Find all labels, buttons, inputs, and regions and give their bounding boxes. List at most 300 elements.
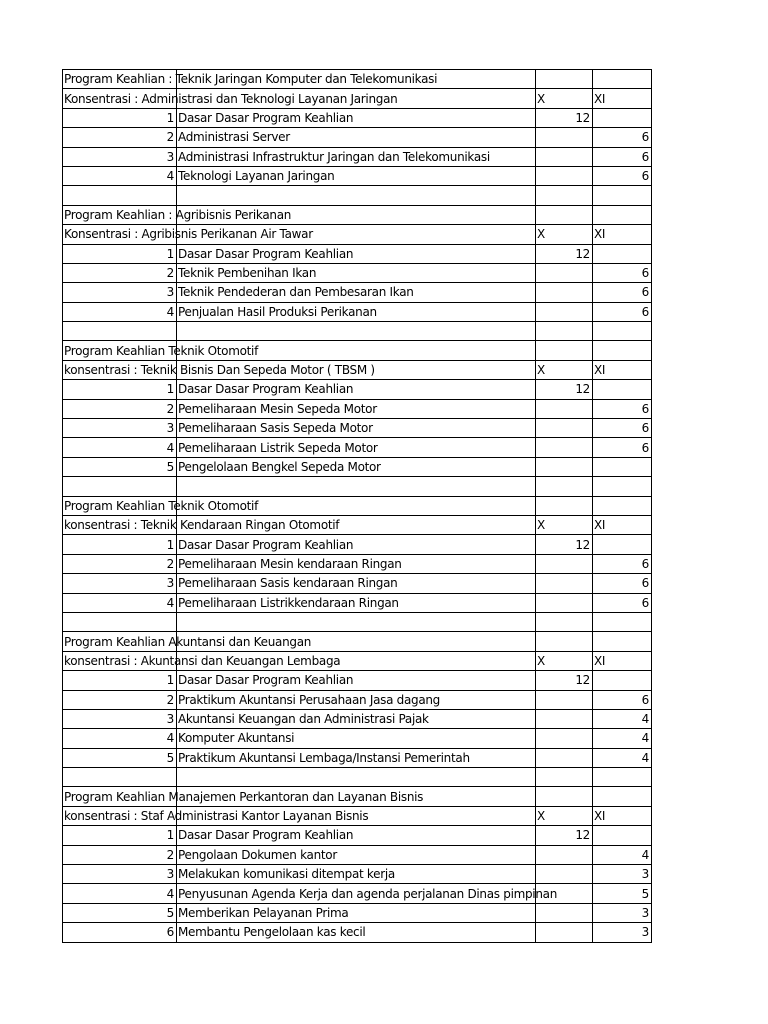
table-row xyxy=(63,554,652,573)
item-number[interactable] xyxy=(63,748,177,767)
item-name[interactable] xyxy=(177,748,536,767)
hours-xi-text: 6 xyxy=(641,130,649,145)
empty-cell[interactable] xyxy=(177,768,536,787)
item-name[interactable] xyxy=(177,709,536,728)
item-name[interactable] xyxy=(177,438,536,457)
table-row xyxy=(63,244,652,263)
hours-xi-text: 6 xyxy=(641,285,649,300)
empty-cell[interactable] xyxy=(536,186,593,205)
hours-xi[interactable] xyxy=(593,923,652,942)
program-cell[interactable] xyxy=(63,70,438,89)
hours-xi[interactable] xyxy=(593,845,652,864)
hours-xi-text: 6 xyxy=(641,440,649,455)
program-cell[interactable] xyxy=(63,787,424,806)
column-x-header[interactable] xyxy=(536,360,593,379)
item-number-text: 4 xyxy=(166,304,174,319)
konsentrasi-cell-text: konsentrasi : Teknik Kendaraan Ringan Otomotif xyxy=(64,518,340,533)
program-row xyxy=(63,341,652,360)
hours-xi-text: 6 xyxy=(641,576,649,591)
item-name-text: Dasar Dasar Program Keahlian xyxy=(178,110,354,125)
empty-cell[interactable] xyxy=(177,322,536,341)
column-x-header[interactable] xyxy=(536,651,593,670)
empty-cell[interactable] xyxy=(593,612,652,631)
column-x-header-text: X xyxy=(537,653,545,668)
empty-cell[interactable] xyxy=(593,322,652,341)
item-name-text: Pemeliharaan Sasis Sepeda Motor xyxy=(178,421,373,436)
hours-x-text: 12 xyxy=(575,246,590,261)
item-number[interactable] xyxy=(63,574,177,593)
column-x-header[interactable] xyxy=(536,89,593,108)
empty-cell[interactable] xyxy=(63,477,177,496)
konsentrasi-cell[interactable] xyxy=(63,515,340,534)
column-x-header-text: X xyxy=(537,91,545,106)
item-name-text: Akuntansi Keuangan dan Administrasi Pajak xyxy=(178,712,429,727)
item-number[interactable] xyxy=(63,419,177,438)
konsentrasi-cell[interactable] xyxy=(63,89,398,108)
hours-x[interactable] xyxy=(536,554,593,573)
item-number[interactable] xyxy=(63,923,177,942)
column-x-header-text: X xyxy=(537,227,545,242)
item-name[interactable] xyxy=(177,845,536,864)
item-name-text: Penjualan Hasil Produksi Perikanan xyxy=(178,304,377,319)
hours-x[interactable] xyxy=(536,903,593,922)
item-number[interactable] xyxy=(63,826,177,845)
item-name-text: Administrasi Server xyxy=(178,130,290,145)
hours-x[interactable] xyxy=(536,865,593,884)
item-number-text: 3 xyxy=(166,867,174,882)
empty-cell[interactable] xyxy=(63,186,177,205)
table-row xyxy=(63,380,652,399)
item-number[interactable] xyxy=(63,128,177,147)
hours-x[interactable] xyxy=(536,729,593,748)
item-name[interactable] xyxy=(177,263,536,282)
empty-cell[interactable] xyxy=(536,322,593,341)
item-number-text: 5 xyxy=(166,905,174,920)
konsentrasi-row xyxy=(63,651,652,670)
table-row xyxy=(63,574,652,593)
item-number[interactable] xyxy=(63,845,177,864)
konsentrasi-row xyxy=(63,806,652,825)
hours-xi[interactable] xyxy=(593,128,652,147)
hours-x[interactable] xyxy=(536,593,593,612)
item-name[interactable] xyxy=(177,690,536,709)
hours-xi-text: 4 xyxy=(641,847,649,862)
item-number[interactable] xyxy=(63,263,177,282)
item-number-text: 1 xyxy=(166,110,174,125)
hours-xi[interactable] xyxy=(593,865,652,884)
item-name-text: Dasar Dasar Program Keahlian xyxy=(178,673,354,688)
hours-x-text: 12 xyxy=(575,537,590,552)
konsentrasi-row xyxy=(63,360,652,379)
program-cell-text: Program Keahlian : Teknik Jaringan Komputer dan Telekomunikasi xyxy=(64,72,438,87)
item-number-text: 5 xyxy=(166,750,174,765)
item-name[interactable] xyxy=(177,419,536,438)
item-number-text: 3 xyxy=(166,149,174,164)
item-number[interactable] xyxy=(63,457,177,476)
table-row xyxy=(63,884,652,903)
hours-x[interactable] xyxy=(536,147,593,166)
item-name[interactable] xyxy=(177,884,558,903)
hours-xi-text: 6 xyxy=(641,421,649,436)
item-name-text: Pemeliharaan Mesin kendaraan Ringan xyxy=(178,556,402,571)
hours-xi[interactable] xyxy=(593,419,652,438)
hours-xi-text: 5 xyxy=(641,886,649,901)
program-row xyxy=(63,205,652,224)
hours-xi-text: 6 xyxy=(641,556,649,571)
empty-cell[interactable] xyxy=(536,612,593,631)
item-name[interactable] xyxy=(177,244,536,263)
item-number-text: 4 xyxy=(166,440,174,455)
item-number[interactable] xyxy=(63,903,177,922)
hours-xi[interactable] xyxy=(593,438,652,457)
empty-cell[interactable] xyxy=(593,477,652,496)
konsentrasi-cell[interactable] xyxy=(63,806,369,825)
empty-cell[interactable] xyxy=(536,205,593,224)
item-name-text: Penyusunan Agenda Kerja dan agenda perjalanan Dinas pimpinan xyxy=(178,886,558,901)
item-name[interactable] xyxy=(177,554,536,573)
hours-x[interactable] xyxy=(536,690,593,709)
hours-xi[interactable] xyxy=(593,108,652,127)
item-name[interactable] xyxy=(177,923,536,942)
hours-x[interactable] xyxy=(536,826,593,845)
table-row xyxy=(63,457,652,476)
hours-x[interactable] xyxy=(536,709,593,728)
hours-x[interactable] xyxy=(536,748,593,767)
program-cell-text: Program Keahlian Teknik Otomotif xyxy=(64,498,259,513)
hours-x[interactable] xyxy=(536,399,593,418)
hours-xi[interactable] xyxy=(593,244,652,263)
item-number[interactable] xyxy=(63,884,177,903)
column-x-header-text: X xyxy=(537,363,545,378)
table-row xyxy=(63,593,652,612)
item-name[interactable] xyxy=(177,574,536,593)
hours-xi[interactable] xyxy=(593,903,652,922)
column-xi-header[interactable] xyxy=(593,225,652,244)
hours-x[interactable] xyxy=(536,244,593,263)
item-name-text: Melakukan komunikasi ditempat kerja xyxy=(178,867,395,882)
item-number-text: 3 xyxy=(166,712,174,727)
column-xi-header[interactable] xyxy=(593,515,652,534)
column-xi-header[interactable] xyxy=(593,651,652,670)
konsentrasi-cell-text: konsentrasi : Akuntansi dan Keuangan Lembaga xyxy=(64,653,341,668)
program-cell[interactable] xyxy=(63,341,259,360)
item-name-text: Komputer Akuntansi xyxy=(178,731,295,746)
item-name[interactable] xyxy=(177,147,536,166)
empty-cell[interactable] xyxy=(593,341,652,360)
hours-xi[interactable] xyxy=(593,690,652,709)
program-cell-text: Program Keahlian : Agribisnis Perikanan xyxy=(64,207,292,222)
item-number[interactable] xyxy=(63,593,177,612)
hours-xi-text: 3 xyxy=(641,867,649,882)
hours-xi[interactable] xyxy=(593,302,652,321)
hours-x[interactable] xyxy=(536,535,593,554)
item-number[interactable] xyxy=(63,535,177,554)
column-xi-header-text: XI xyxy=(594,518,606,533)
empty-cell[interactable] xyxy=(593,205,652,224)
empty-cell[interactable] xyxy=(536,787,593,806)
column-x-header[interactable] xyxy=(536,225,593,244)
item-number[interactable] xyxy=(63,865,177,884)
empty-cell[interactable] xyxy=(536,341,593,360)
empty-cell[interactable] xyxy=(536,70,593,89)
konsentrasi-row xyxy=(63,89,652,108)
item-name-text: Memberikan Pelayanan Prima xyxy=(178,905,349,920)
item-name[interactable] xyxy=(177,903,536,922)
program-row xyxy=(63,496,652,515)
hours-xi[interactable] xyxy=(593,884,652,903)
column-x-header-text: X xyxy=(537,518,545,533)
empty-cell[interactable] xyxy=(593,632,652,651)
hours-xi[interactable] xyxy=(593,263,652,282)
hours-x-text: 12 xyxy=(575,110,590,125)
item-number-text: 2 xyxy=(166,556,174,571)
item-number[interactable] xyxy=(63,283,177,302)
empty-cell[interactable] xyxy=(177,477,536,496)
konsentrasi-cell-text: Konsentrasi : Administrasi dan Teknologi Layanan Jaringan xyxy=(64,91,398,106)
hours-x[interactable] xyxy=(536,845,593,864)
table-row xyxy=(63,535,652,554)
item-number[interactable] xyxy=(63,244,177,263)
table-row xyxy=(63,128,652,147)
hours-xi[interactable] xyxy=(593,283,652,302)
item-name-text: Administrasi Infrastruktur Jaringan dan Telekomunikasi xyxy=(178,149,490,164)
hours-x-text: 12 xyxy=(575,673,590,688)
program-cell-text: Program Keahlian Teknik Otomotif xyxy=(64,343,259,358)
item-name-text: Praktikum Akuntansi Lembaga/Instansi Pemerintah xyxy=(178,750,470,765)
item-name[interactable] xyxy=(177,865,536,884)
konsentrasi-cell-text: Konsentrasi : Agribisnis Perikanan Air Tawar xyxy=(64,227,313,242)
hours-xi-text: 4 xyxy=(641,750,649,765)
item-name[interactable] xyxy=(177,380,536,399)
item-name[interactable] xyxy=(177,457,536,476)
table-row xyxy=(63,748,652,767)
hours-xi-text: 6 xyxy=(641,401,649,416)
item-name-text: Teknik Pembenihan Ikan xyxy=(178,266,317,281)
hours-xi-text: 6 xyxy=(641,692,649,707)
empty-cell[interactable] xyxy=(536,768,593,787)
item-name-text: Pemeliharaan Listrikkendaraan Ringan xyxy=(178,595,399,610)
program-cell-text: Program Keahlian Manajemen Perkantoran dan Layanan Bisnis xyxy=(64,789,424,804)
blank-row xyxy=(63,612,652,631)
column-xi-header[interactable] xyxy=(593,360,652,379)
item-name-text: Pemeliharaan Sasis kendaraan Ringan xyxy=(178,576,398,591)
table-row xyxy=(63,845,652,864)
program-cell-text: Program Keahlian Akuntansi dan Keuangan xyxy=(64,634,312,649)
konsentrasi-cell[interactable] xyxy=(63,360,375,379)
blank-row xyxy=(63,768,652,787)
hours-xi[interactable] xyxy=(593,671,652,690)
item-name[interactable] xyxy=(177,128,536,147)
table-row xyxy=(63,166,652,185)
item-name[interactable] xyxy=(177,826,536,845)
table-row xyxy=(63,690,652,709)
hours-xi[interactable] xyxy=(593,709,652,728)
program-row xyxy=(63,632,652,651)
column-xi-header-text: XI xyxy=(594,809,606,824)
item-name-text: Pemeliharaan Listrik Sepeda Motor xyxy=(178,440,378,455)
table-row xyxy=(63,263,652,282)
empty-cell[interactable] xyxy=(536,632,593,651)
hours-xi[interactable] xyxy=(593,457,652,476)
item-number-text: 1 xyxy=(166,382,174,397)
hours-xi[interactable] xyxy=(593,147,652,166)
hours-xi[interactable] xyxy=(593,535,652,554)
empty-cell[interactable] xyxy=(593,768,652,787)
item-name-text: Pengelolaan Bengkel Sepeda Motor xyxy=(178,460,381,474)
table-row xyxy=(63,399,652,418)
hours-xi[interactable] xyxy=(593,826,652,845)
empty-cell[interactable] xyxy=(63,612,177,631)
item-number-text: 3 xyxy=(166,421,174,436)
hours-xi-text: 4 xyxy=(641,712,649,727)
konsentrasi-cell[interactable] xyxy=(63,225,313,244)
column-xi-header-text: XI xyxy=(594,91,606,106)
empty-cell[interactable] xyxy=(177,612,536,631)
hours-xi[interactable] xyxy=(593,574,652,593)
program-cell[interactable] xyxy=(63,205,292,224)
empty-cell[interactable] xyxy=(593,496,652,515)
konsentrasi-row xyxy=(63,225,652,244)
item-name-text: Dasar Dasar Program Keahlian xyxy=(178,537,354,552)
hours-xi-text: 6 xyxy=(641,169,649,184)
item-number-text: 4 xyxy=(166,169,174,184)
item-name[interactable] xyxy=(177,302,536,321)
empty-cell[interactable] xyxy=(593,70,652,89)
hours-xi-text: 4 xyxy=(641,731,649,746)
hours-x[interactable] xyxy=(536,457,593,476)
hours-x[interactable] xyxy=(536,671,593,690)
empty-cell[interactable] xyxy=(63,322,177,341)
empty-cell[interactable] xyxy=(177,186,536,205)
table-row xyxy=(63,108,652,127)
item-name[interactable] xyxy=(177,283,536,302)
konsentrasi-cell[interactable] xyxy=(63,651,341,670)
item-number[interactable] xyxy=(63,554,177,573)
item-name[interactable] xyxy=(177,399,536,418)
item-number[interactable] xyxy=(63,399,177,418)
empty-cell[interactable] xyxy=(593,186,652,205)
program-cell[interactable] xyxy=(63,496,259,515)
empty-cell[interactable] xyxy=(536,496,593,515)
column-xi-header-text: XI xyxy=(594,363,606,378)
item-number-text: 5 xyxy=(166,460,174,474)
program-row xyxy=(63,70,652,89)
item-number[interactable] xyxy=(63,709,177,728)
item-name[interactable] xyxy=(177,671,536,690)
item-number[interactable] xyxy=(63,729,177,748)
column-x-header-text: X xyxy=(537,809,545,824)
hours-xi[interactable] xyxy=(593,748,652,767)
hours-xi-text: 3 xyxy=(641,925,649,940)
item-name[interactable] xyxy=(177,535,536,554)
hours-x[interactable] xyxy=(536,283,593,302)
hours-x[interactable] xyxy=(536,128,593,147)
column-xi-header[interactable] xyxy=(593,89,652,108)
hours-xi[interactable] xyxy=(593,554,652,573)
table-row xyxy=(63,302,652,321)
hours-xi[interactable] xyxy=(593,729,652,748)
item-name-text: Dasar Dasar Program Keahlian xyxy=(178,828,354,843)
item-number-text: 2 xyxy=(166,692,174,707)
hours-x[interactable] xyxy=(536,108,593,127)
item-number-text: 1 xyxy=(166,537,174,552)
hours-x-text: 12 xyxy=(575,382,590,397)
table-row xyxy=(63,826,652,845)
item-name[interactable] xyxy=(177,729,536,748)
item-name-text: Dasar Dasar Program Keahlian xyxy=(178,382,354,397)
program-cell[interactable] xyxy=(63,632,312,651)
hours-xi-text: 6 xyxy=(641,304,649,319)
column-xi-header-text: XI xyxy=(594,227,606,242)
hours-xi[interactable] xyxy=(593,380,652,399)
hours-x[interactable] xyxy=(536,166,593,185)
hours-x[interactable] xyxy=(536,419,593,438)
item-number-text: 1 xyxy=(166,828,174,843)
program-row xyxy=(63,787,652,806)
column-x-header[interactable] xyxy=(536,515,593,534)
hours-x[interactable] xyxy=(536,438,593,457)
hours-xi[interactable] xyxy=(593,593,652,612)
item-number-text: 6 xyxy=(166,925,174,940)
empty-cell[interactable] xyxy=(63,768,177,787)
table-row xyxy=(63,671,652,690)
item-number[interactable] xyxy=(63,380,177,399)
hours-xi-text: 3 xyxy=(641,905,649,920)
blank-row xyxy=(63,322,652,341)
table-row xyxy=(63,903,652,922)
item-number-text: 4 xyxy=(166,595,174,610)
item-number[interactable] xyxy=(63,690,177,709)
column-xi-header[interactable] xyxy=(593,806,652,825)
item-number[interactable] xyxy=(63,438,177,457)
konsentrasi-cell-text: konsentrasi : Staf Administrasi Kantor Layanan Bisnis xyxy=(64,809,369,824)
hours-xi[interactable] xyxy=(593,399,652,418)
hours-x[interactable] xyxy=(536,574,593,593)
table-row xyxy=(63,438,652,457)
spreadsheet-table xyxy=(62,69,652,943)
empty-cell[interactable] xyxy=(593,787,652,806)
item-name-text: Pengolaan Dokumen kantor xyxy=(178,847,337,862)
hours-xi[interactable] xyxy=(593,166,652,185)
item-number-text: 3 xyxy=(166,285,174,300)
blank-row xyxy=(63,186,652,205)
item-name[interactable] xyxy=(177,166,536,185)
item-number[interactable] xyxy=(63,147,177,166)
empty-cell[interactable] xyxy=(536,477,593,496)
hours-x[interactable] xyxy=(536,923,593,942)
item-name-text: Dasar Dasar Program Keahlian xyxy=(178,246,354,261)
table-row xyxy=(63,419,652,438)
item-number[interactable] xyxy=(63,671,177,690)
item-number-text: 3 xyxy=(166,576,174,591)
hours-x-text: 12 xyxy=(575,828,590,843)
item-name[interactable] xyxy=(177,108,536,127)
item-number-text: 1 xyxy=(166,246,174,261)
item-number-text: 4 xyxy=(166,731,174,746)
item-number[interactable] xyxy=(63,166,177,185)
item-name[interactable] xyxy=(177,593,536,612)
table-row xyxy=(63,729,652,748)
hours-x[interactable] xyxy=(536,263,593,282)
column-x-header[interactable] xyxy=(536,806,593,825)
hours-x[interactable] xyxy=(536,302,593,321)
item-number-text: 2 xyxy=(166,401,174,416)
item-number[interactable] xyxy=(63,108,177,127)
item-number-text: 2 xyxy=(166,266,174,281)
hours-x[interactable] xyxy=(536,380,593,399)
item-number-text: 4 xyxy=(166,886,174,901)
item-number[interactable] xyxy=(63,302,177,321)
